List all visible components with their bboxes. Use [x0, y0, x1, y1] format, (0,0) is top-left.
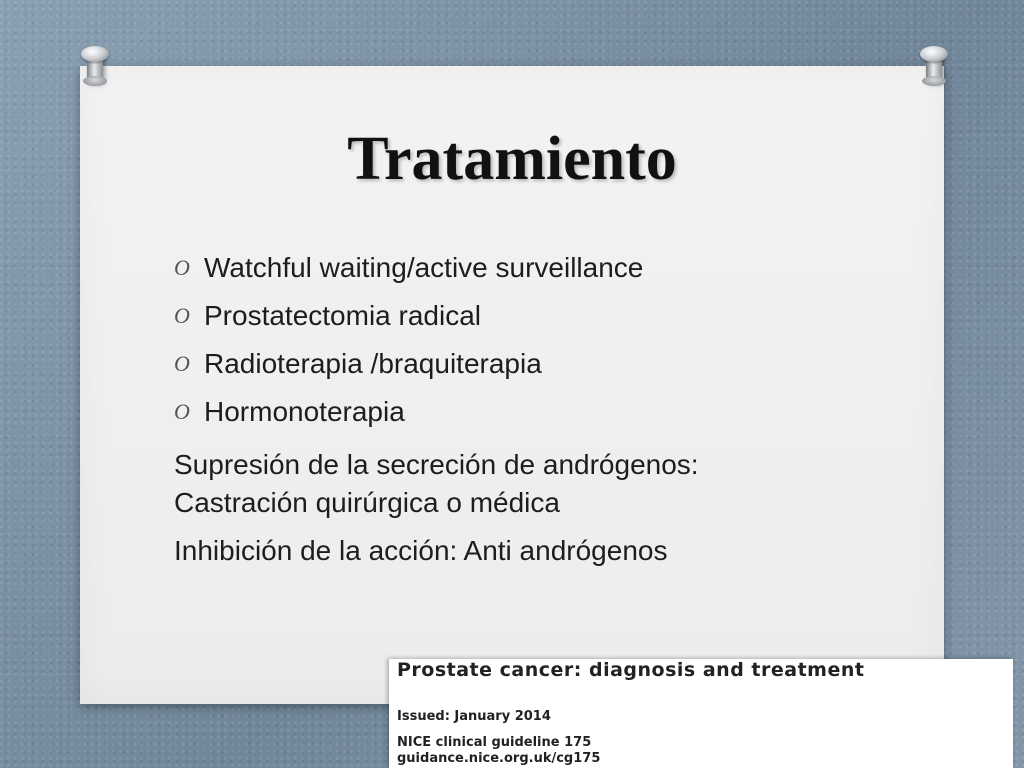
bullet-text: Prostatectomia radical	[204, 300, 482, 331]
bullet-list	[174, 248, 874, 440]
guideline-clipping	[389, 659, 1013, 768]
bullet-item	[174, 248, 874, 296]
o-bullet-icon: O	[174, 351, 190, 376]
clipping-guideline: NICE clinical guideline 175	[397, 735, 592, 750]
bullet-text: Hormonoterapia	[204, 396, 405, 427]
inhibition-paragraph	[174, 532, 894, 570]
slide-title: Tratamiento	[347, 125, 677, 193]
clipping-url: guidance.nice.org.uk/cg175	[397, 751, 601, 766]
o-bullet-icon: O	[174, 303, 190, 328]
paragraph-line: Inhibición de la acción: Anti andrógenos	[174, 535, 668, 566]
pushpin-icon	[917, 46, 951, 86]
bullet-item	[174, 344, 874, 392]
pushpin-icon	[78, 46, 112, 86]
paragraph-line: Supresión de la secreción de andrógenos:	[174, 449, 699, 480]
o-bullet-icon: O	[174, 255, 190, 280]
clipping-title: Prostate cancer: diagnosis and treatment	[397, 659, 865, 681]
bullet-text: Radioterapia /braquiterapia	[204, 348, 542, 379]
bullet-text: Watchful waiting/active surveillance	[204, 252, 644, 283]
clipping-issued: Issued: January 2014	[397, 709, 551, 724]
o-bullet-icon: O	[174, 399, 190, 424]
bullet-item	[174, 392, 874, 440]
bullet-item	[174, 296, 874, 344]
paragraph-line: Castración quirúrgica o médica	[174, 487, 560, 518]
suppression-paragraph	[174, 446, 894, 522]
